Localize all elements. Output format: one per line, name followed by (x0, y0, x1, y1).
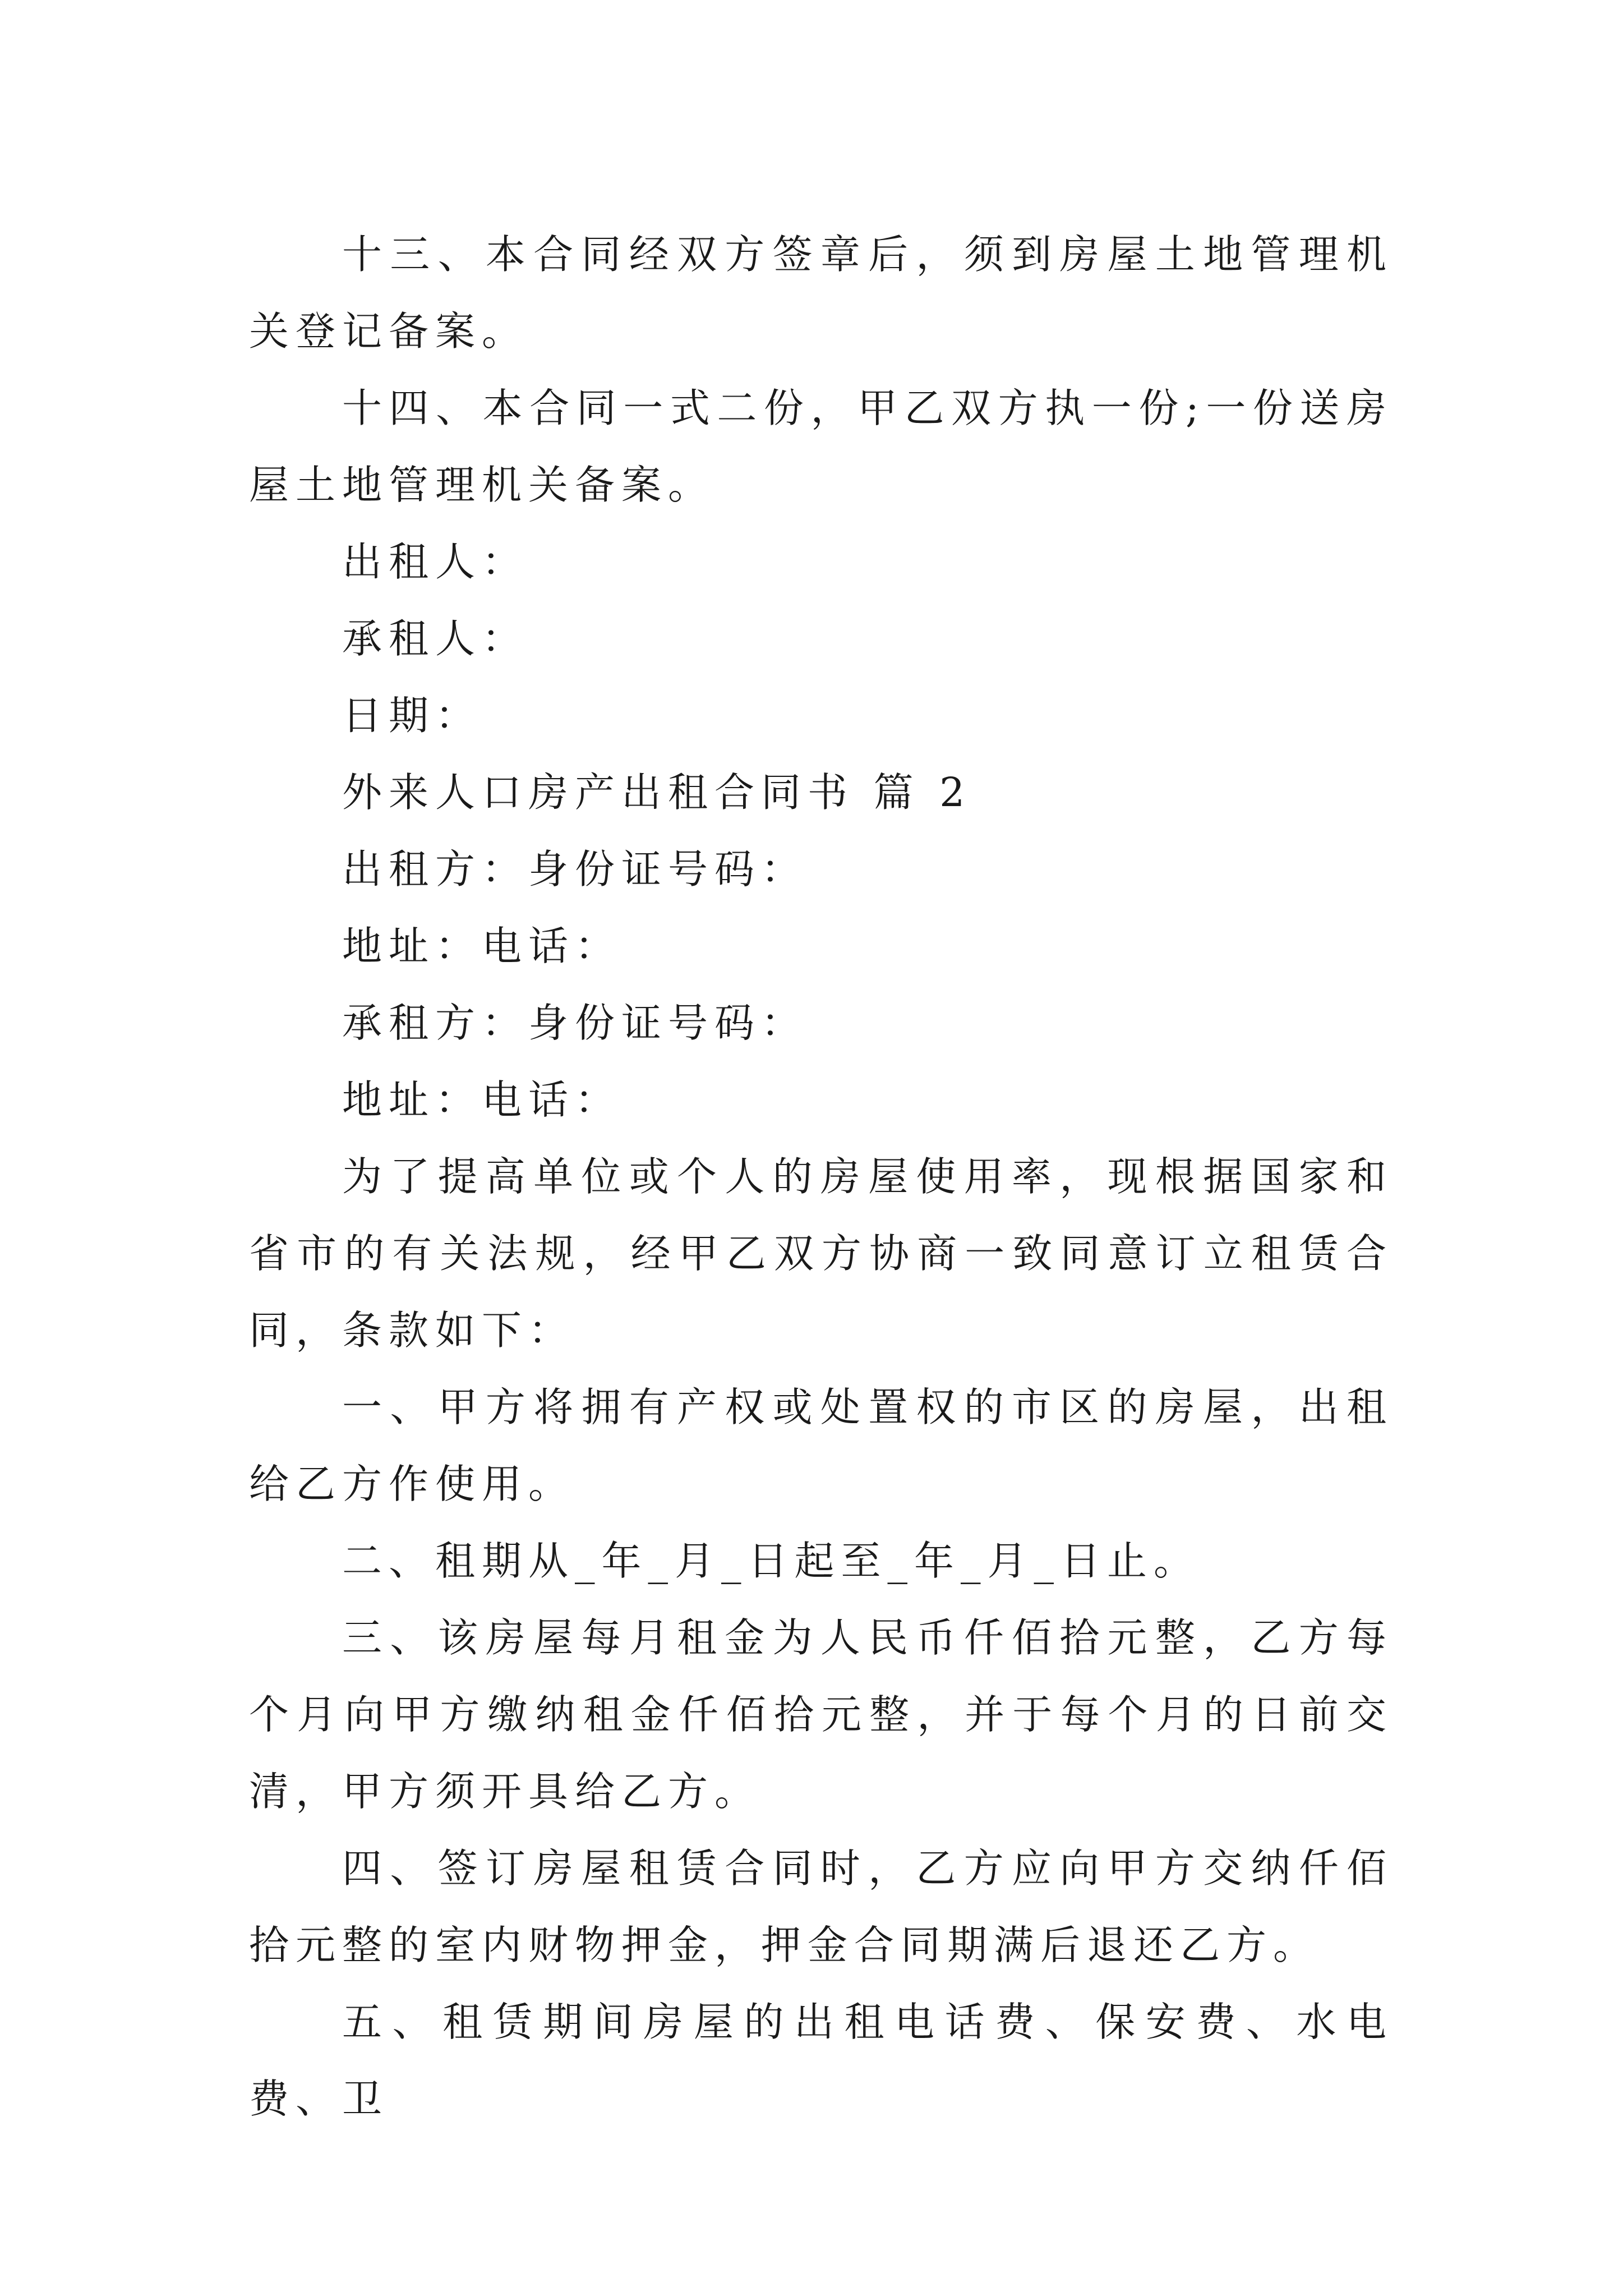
clause-13: 十三、本合同经双方签章后，须到房屋土地管理机关登记备案。 (249, 231, 1393, 355)
document-body (249, 216, 1393, 2137)
preamble: 为了提高单位或个人的房屋使用率，现根据国家和省市的有关法规，经甲乙双方协商一致同意订立租赁合同，条款如下： (249, 1153, 1393, 1354)
clause-1: 一、甲方将拥有产权或处置权的市区的房屋，出租给乙方作使用。 (249, 1384, 1393, 1507)
clause-4: 四、签订房屋租赁合同时，乙方应向甲方交纳仟佰拾元整的室内财物押金，押金合同期满后退还乙方。 (249, 1845, 1393, 1968)
lessee-id-line: 承租方：身份证号码： (342, 1000, 808, 1046)
section-heading: 外来人口房产出租合同书 篇 2 (342, 769, 972, 816)
date-line: 日期： (342, 692, 482, 739)
lessee-address-line: 地址：电话： (342, 1076, 622, 1123)
lessor-address-line: 地址：电话： (342, 923, 622, 969)
lessor-id-line: 出租方：身份证号码： (342, 846, 808, 892)
clause-3: 三、该房屋每月租金为人民币仟佰拾元整，乙方每个月向甲方缴纳租金仟佰拾元整，并于每个月的日前交清，甲方须开具给乙方。 (249, 1614, 1393, 1815)
lessee-signature-line: 承租人： (342, 615, 529, 662)
clause-2: 二、租期从_年_月_日起至_年_月_日止。 (342, 1538, 1201, 1584)
lessor-signature-line: 出租人： (342, 539, 529, 585)
clause-14: 十四、本合同一式二份，甲乙双方执一份;一份送房屋土地管理机关备案。 (249, 385, 1393, 508)
clause-5: 五、租赁期间房屋的出租电话费、保安费、水电费、卫 (249, 1999, 1393, 2122)
